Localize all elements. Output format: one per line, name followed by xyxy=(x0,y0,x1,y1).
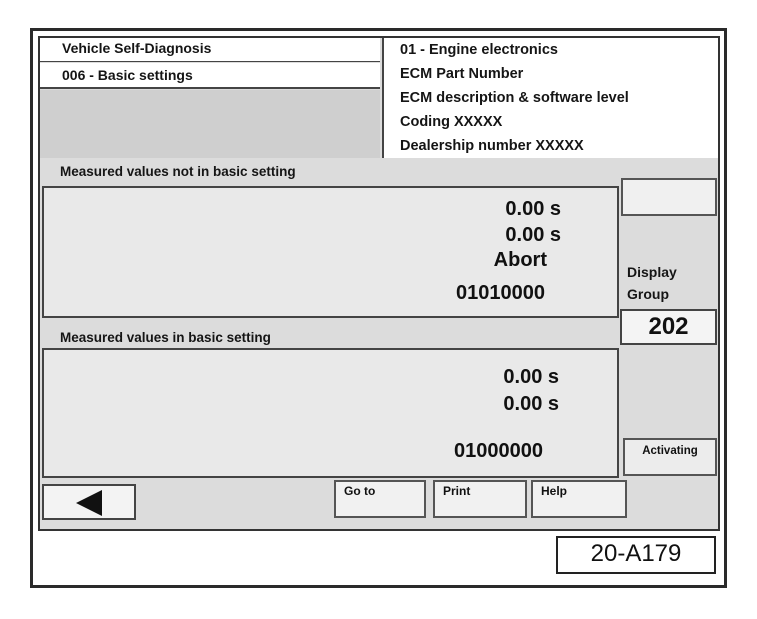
activating-button[interactable]: Activating xyxy=(623,438,717,476)
header-title: Vehicle Self-Diagnosis xyxy=(62,40,212,56)
info-line-module: 01 - Engine electronics xyxy=(400,42,558,58)
help-button[interactable]: Help xyxy=(531,480,627,518)
print-button[interactable]: Print xyxy=(433,480,527,518)
info-line-dealership: Dealership number XXXXX xyxy=(400,138,584,154)
basic-value-1: 0.00 s xyxy=(503,366,559,388)
section-not-basic-title: Measured values not in basic setting xyxy=(60,164,296,179)
figure-id-label: 20-A179 xyxy=(556,536,716,574)
basic-value-2: 0.00 s xyxy=(503,393,559,415)
measured-value-binary: 01010000 xyxy=(456,282,545,304)
display-group-label-line1: Display xyxy=(627,264,677,280)
goto-button[interactable]: Go to xyxy=(334,480,426,518)
header-gray-area xyxy=(40,90,380,158)
back-arrow-icon xyxy=(72,489,112,517)
basic-value-binary: 01000000 xyxy=(454,440,543,462)
measured-value-2: 0.00 s xyxy=(505,224,561,246)
control-module-info xyxy=(382,38,718,158)
header-function: 006 - Basic settings xyxy=(62,67,193,83)
info-line-coding: Coding XXXXX xyxy=(400,114,503,130)
measured-value-status: Abort xyxy=(493,249,547,271)
info-line-description: ECM description & software level xyxy=(400,90,629,106)
header-title-box xyxy=(40,38,380,62)
measured-value-1: 0.00 s xyxy=(505,198,561,220)
display-group-number[interactable]: 202 xyxy=(620,309,717,345)
display-group-label-line2: Group xyxy=(627,286,669,302)
section-basic-title: Measured values in basic setting xyxy=(60,330,271,345)
measured-values-basic-panel xyxy=(42,348,619,478)
blank-side-button[interactable] xyxy=(621,178,717,216)
header-function-box xyxy=(40,63,380,89)
measured-values-not-basic-panel xyxy=(42,186,619,318)
info-line-part-number: ECM Part Number xyxy=(400,66,524,82)
back-button[interactable] xyxy=(42,484,136,520)
